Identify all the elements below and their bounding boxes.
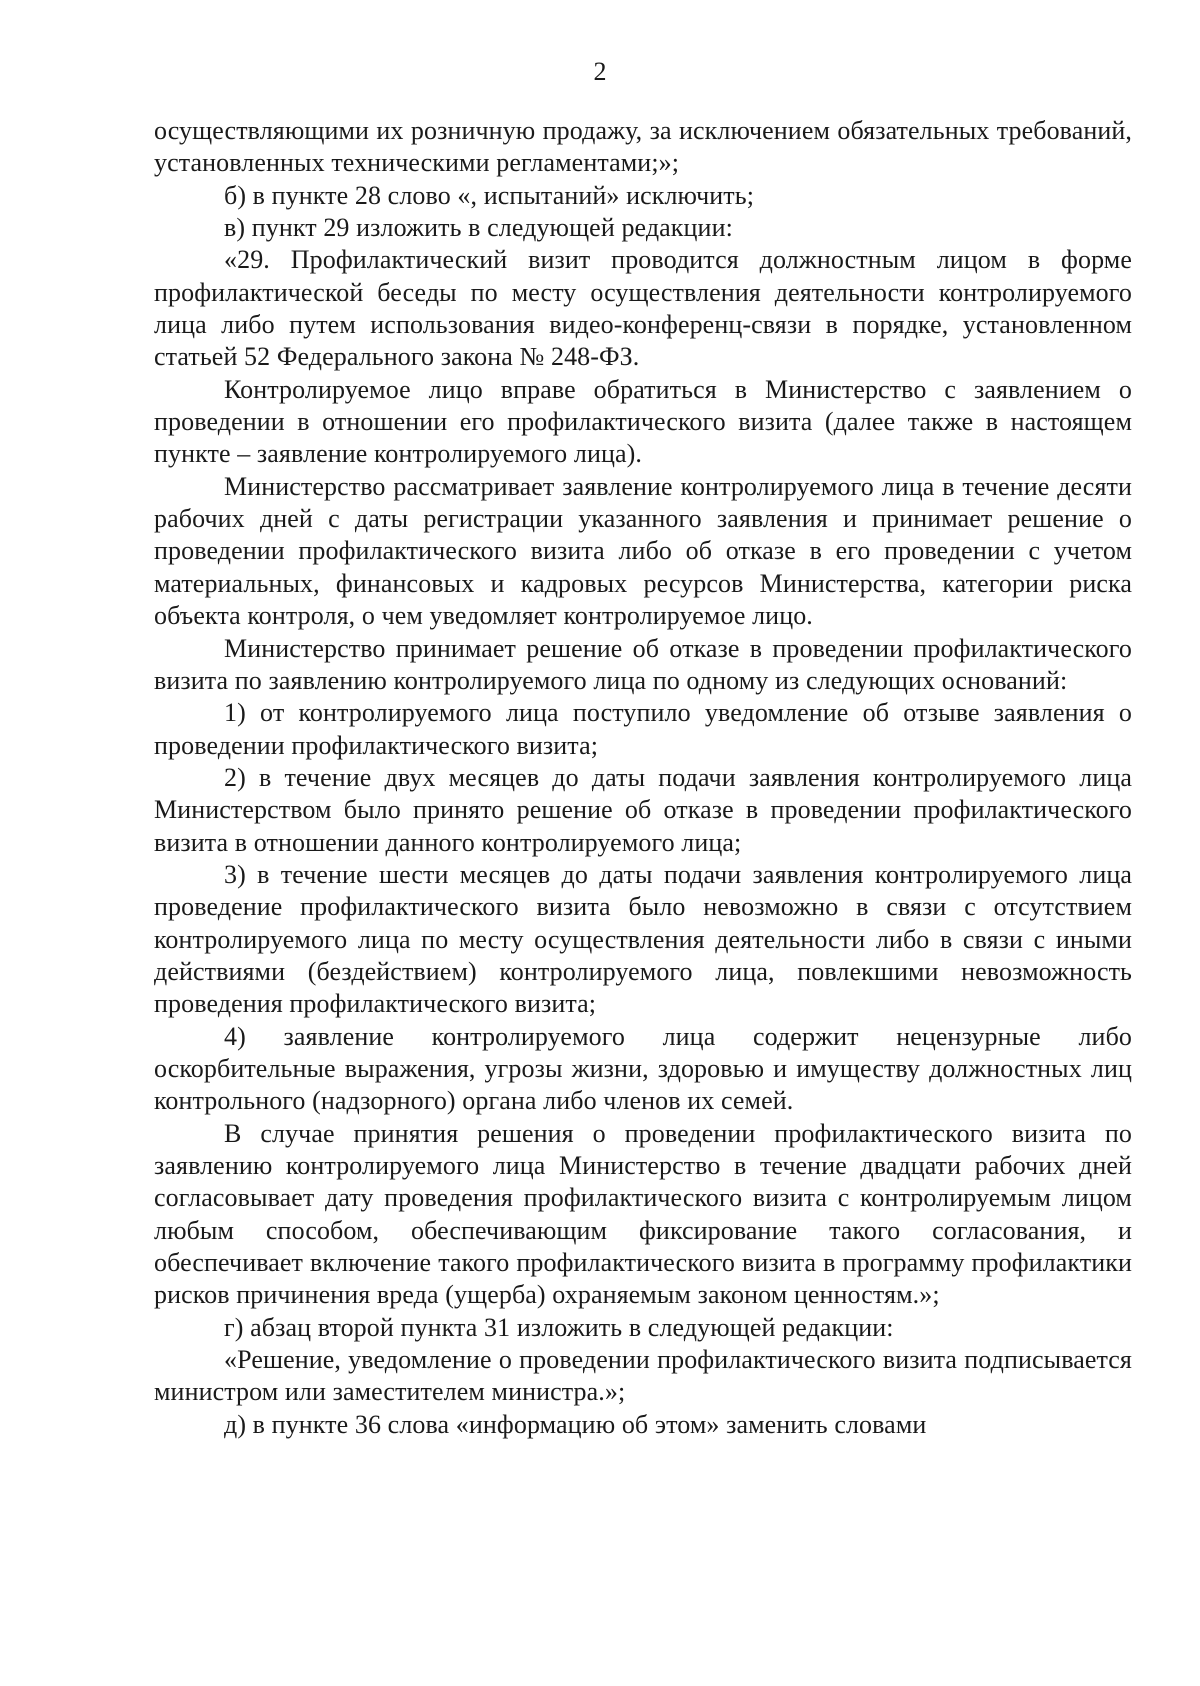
- paragraph-item-g: г) абзац второй пункта 31 изложить в следующей редакции:: [224, 1312, 894, 1342]
- paragraph-approval: В случае принятия решения о проведении профилактического визита по заявлению контролируемого лица Министерство в течение двадцати рабочих дней согласовывает дату проведения профилактического визита с контролируемым лицом любым способом, обеспечивающим фиксирование такого согласования, и обеспечивает включение такого профилактического визита в программу профилактики рисков причинения вреда (ущерба) охраняемым законом ценностям.»;: [154, 1118, 1132, 1310]
- paragraph-review: Министерство рассматривает заявление контролируемого лица в течение десяти рабочих дней с даты регистрации указанного заявления и принимает решение о проведении профилактического визита либо об отказе в его проведении с учетом материальных, финансовых и кадровых ресурсов Министерства, категории риска объекта контроля, о чем уведомляет контролируемое лицо.: [154, 471, 1132, 631]
- paragraph-ground-3: 3) в течение шести месяцев до даты подачи заявления контролируемого лица проведение профилактического визита было невозможно в связи с отсутствием контролируемого лица по месту осуществления деятельности либо в связи с иными действиями (бездействием) контролируемого лица, повлекшими невозможность проведения профилактического визита;: [154, 859, 1132, 1019]
- paragraph-item-v: в) пункт 29 изложить в следующей редакции:: [224, 213, 733, 243]
- paragraph-clause-29: «29. Профилактический визит проводится должностным лицом в форме профилактической беседы по месту осуществления деятельности контролируемого лица либо путем использования видео-конференц-связи в порядке, установленном статьей 52 Федерального закона № 248-ФЗ.: [154, 245, 1132, 372]
- page-number: 2: [593, 57, 607, 86]
- paragraph-item-d: д) в пункте 36 слова «информацию об этом» заменить словами: [224, 1409, 927, 1439]
- paragraph-ground-1: 1) от контролируемого лица поступило уведомление об отзыве заявления о проведении профилактического визита;: [154, 698, 1132, 760]
- paragraph-item-b: б) в пункте 28 слово «, испытаний» исключить;: [224, 180, 755, 210]
- paragraph-ground-2: 2) в течение двух месяцев до даты подачи заявления контролируемого лица Министерством было принято решение об отказе в проведении профилактического визита в отношении данного контролируемого лица;: [154, 762, 1132, 857]
- paragraph-refusal-grounds: Министерство принимает решение об отказе в проведении профилактического визита по заявлению контролируемого лица по одному из следующих оснований:: [154, 633, 1132, 695]
- paragraph-continuation: осуществляющими их розничную продажу, за исключением обязательных требований, установленных техническими регламентами;»;: [154, 116, 1132, 178]
- paragraph-ground-4: 4) заявление контролируемого лица содержит нецензурные либо оскорбительные выражения, угрозы жизни, здоровью и имуществу должностных лиц контрольного (надзорного) органа либо членов их семей.: [154, 1021, 1132, 1116]
- paragraph-application: Контролируемое лицо вправе обратиться в Министерство с заявлением о проведении в отношении его профилактического визита (далее также в настоящем пункте – заявление контролируемого лица).: [154, 374, 1132, 469]
- paragraph-signing: «Решение, уведомление о проведении профилактического визита подписывается министром или заместителем министра.»;: [154, 1345, 1132, 1407]
- document-body: [154, 115, 1132, 1441]
